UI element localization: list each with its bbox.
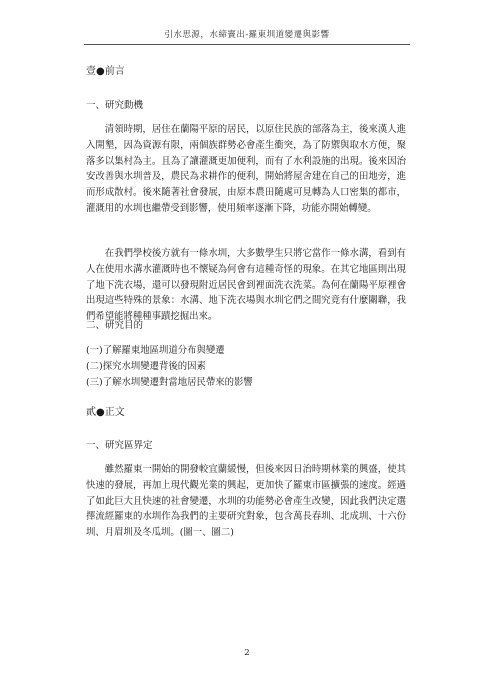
section-heading-preface: 壹●前言 xyxy=(86,66,125,77)
running-header: 引水思源，水締竇出-羅東圳道變遷與影響 xyxy=(164,30,330,40)
subheading-study-area: 一、研究區界定 xyxy=(86,440,153,451)
paragraph-motivation-1: 清領時期，居住在蘭陽平原的居民，以原住民族的部落為主，後來漢人進入開墾，因為資源有限，兩個族群勢必會產生衝突，為了防禦與取水方便，聚落多以集村為主。且為了讓灌溉更加便利，而有了水利設施的出現。後來因治安改善與水圳普及，農民為求耕作的便利，開始將屋舍建在自己的田地旁，進而形成散村。後來隨著社會發展，由原本農田隨處可見轉為人口密集的都市，灌溉用的水圳也繼帶受到影響，使用頻率逐漸下降，功能亦開始轉變。 xyxy=(86,124,406,214)
header-rule xyxy=(84,44,410,45)
purpose-item: (一)了解羅東地區圳道分布與變遷 xyxy=(86,345,225,356)
paragraph-motivation-2: 在我們學校後方就有一條水圳，大多數學生只將它當作一條水溝，看到有人在使用水溝水灌溉時也不懷疑為何會有這種奇怪的現象。在其它地區則出現了地下洗衣場，還可以發現附近居民會到裡面洗衣洗菜。為何在蘭陽平原裡會出現這些特殊的景象：水溝、地下洗衣場與水圳它們之間究竟有什麼關聯，我們希望能將種種事蹟挖掘出來。 xyxy=(86,248,406,323)
section-heading-body: 貳●正文 xyxy=(86,407,125,418)
subheading-motivation: 一、研究動機 xyxy=(86,100,144,111)
paragraph-study-area: 雖然羅東一開始的開發較宜蘭緩慢，但後來因日治時期林業的興盛，使其快速的發展，再加上現代觀光業的興起，更加快了羅東市區擴張的速度。經過了如此巨大且快速的社會變遷，水圳的功能勢必會產生改變，因此我們決定選擇流經羅東的水圳作為我們的主要研究對象，包含萬長春圳、北成圳、十六份圳、月眉圳及冬瓜圳。(圖一、圖二) xyxy=(86,464,406,539)
purpose-item: (三)了解水圳變遷對當地居民帶來的影響 xyxy=(86,376,253,388)
page-number: 2 xyxy=(244,648,250,658)
subheading-purpose: 二、研究目的 xyxy=(86,320,144,331)
purpose-list xyxy=(86,343,253,390)
purpose-item: (二)探究水圳變遷背後的因素 xyxy=(86,360,206,372)
